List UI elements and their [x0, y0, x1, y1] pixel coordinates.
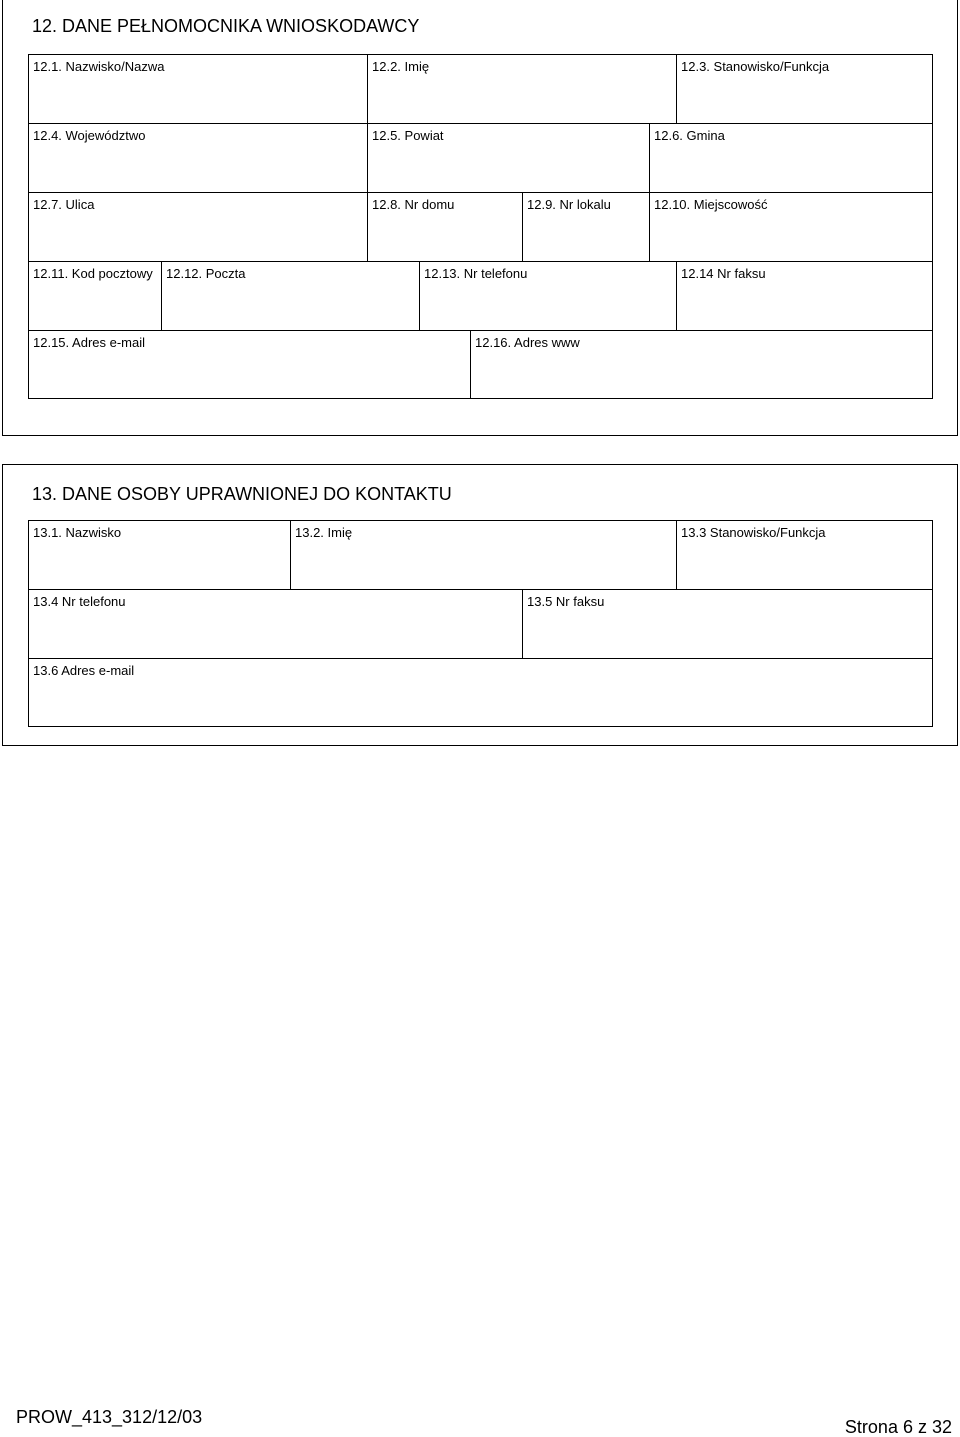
page-number: Strona 6 z 32: [844, 1417, 952, 1437]
field-label: 12.12. Poczta: [166, 266, 246, 281]
field-label: 12.4. Województwo: [33, 128, 146, 143]
field-12-5-district[interactable]: [367, 123, 650, 193]
field-12-8-house-number[interactable]: [367, 192, 523, 262]
field-label: 13.3 Stanowisko/Funkcja: [681, 525, 826, 540]
field-12-9-apartment-number[interactable]: [522, 192, 650, 262]
field-label: 12.8. Nr domu: [372, 197, 455, 212]
field-label: 12.15. Adres e-mail: [33, 335, 146, 350]
field-label: 12.2. Imię: [372, 59, 430, 74]
field-13-3-position[interactable]: [676, 520, 933, 590]
field-12-2-first-name[interactable]: [367, 54, 677, 124]
field-13-5-fax[interactable]: [522, 589, 933, 659]
field-12-4-voivodeship[interactable]: [28, 123, 368, 193]
field-label: 12.13. Nr telefonu: [424, 266, 528, 281]
section-12-title: 12. DANE PEŁNOMOCNIKA WNIOSKODAWCY: [32, 16, 420, 36]
field-12-16-website[interactable]: [470, 330, 933, 399]
field-label: 13.5 Nr faksu: [527, 594, 605, 609]
field-12-7-street[interactable]: [28, 192, 368, 262]
field-label: 12.6. Gmina: [654, 128, 725, 143]
field-12-10-locality[interactable]: [649, 192, 933, 262]
field-label: 12.7. Ulica: [33, 197, 95, 212]
field-label: 13.1. Nazwisko: [33, 525, 122, 540]
field-label: 12.10. Miejscowość: [654, 197, 768, 212]
field-12-15-email[interactable]: [28, 330, 471, 399]
form-code: PROW_413_312/12/03: [16, 1407, 203, 1427]
field-12-14-fax[interactable]: [676, 261, 933, 331]
field-label: 13.2. Imię: [295, 525, 353, 540]
field-label: 12.5. Powiat: [372, 128, 444, 143]
field-13-6-email[interactable]: [28, 658, 933, 727]
field-label: 12.1. Nazwisko/Nazwa: [33, 59, 165, 74]
field-12-11-postal-code[interactable]: [28, 261, 162, 331]
field-13-1-surname[interactable]: [28, 520, 291, 590]
field-label: 12.14 Nr faksu: [681, 266, 766, 281]
field-label: 13.4 Nr telefonu: [33, 594, 126, 609]
field-12-13-phone[interactable]: [419, 261, 677, 331]
field-12-12-post-office[interactable]: [161, 261, 420, 331]
field-label: 12.3. Stanowisko/Funkcja: [681, 59, 830, 74]
field-12-1-surname[interactable]: [28, 54, 368, 124]
field-label: 13.6 Adres e-mail: [33, 663, 135, 678]
section-13-title: 13. DANE OSOBY UPRAWNIONEJ DO KONTAKTU: [32, 484, 452, 504]
field-12-3-position[interactable]: [676, 54, 933, 124]
field-13-2-first-name[interactable]: [290, 520, 677, 590]
field-12-6-commune[interactable]: [649, 123, 933, 193]
field-label: 12.9. Nr lokalu: [527, 197, 611, 212]
field-label: 12.16. Adres www: [475, 335, 580, 350]
field-13-4-phone[interactable]: [28, 589, 523, 659]
field-label: 12.11. Kod pocztowy: [33, 266, 153, 281]
